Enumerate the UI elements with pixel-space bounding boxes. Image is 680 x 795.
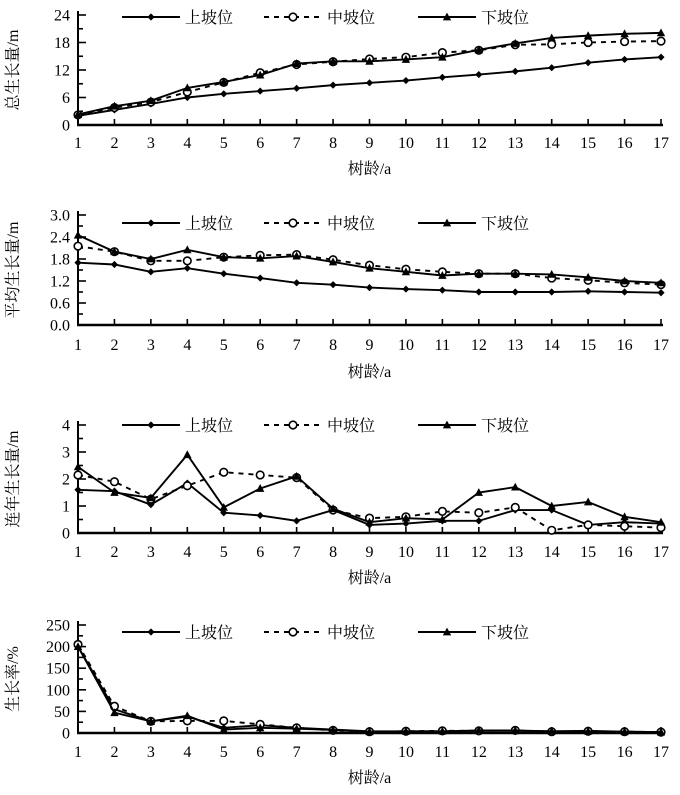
series-1-marker [621,522,629,530]
series-0-marker [621,56,628,63]
series-line-0 [78,57,661,116]
x-tick-label: 10 [397,337,414,354]
series-0-marker [548,288,555,295]
y-tick-label: 0 [62,725,70,743]
x-tick-label: 12 [470,337,487,354]
series-1-marker [511,504,519,512]
series-1-marker [584,521,592,529]
legend-diamond-icon [147,13,154,20]
legend-label-0: 上坡位 [185,418,234,435]
x-tick-label: 2 [110,135,119,152]
x-tick-label: 8 [329,744,338,761]
chart-total-growth [0,0,680,192]
x-tick-label: 13 [507,544,524,561]
series-0-marker [402,77,409,84]
chart-mean-growth [0,198,680,398]
legend-label-0: 上坡位 [185,216,234,233]
legend-label-0: 上坡位 [185,10,234,27]
x-tick-label: 2 [110,544,119,561]
legend-label-2: 下坡位 [481,418,530,435]
legend-label-2: 下坡位 [481,625,530,642]
x-tick-label: 16 [616,135,633,152]
legend-circle-icon [289,628,297,636]
x-tick-label: 8 [329,135,338,152]
x-tick-label: 8 [329,337,338,354]
chart-growth-rate [0,600,680,795]
series-0-marker [475,288,482,295]
series-2-marker [183,245,191,253]
y-tick-label: 150 [46,660,70,678]
y-tick-label: 0.6 [50,295,70,313]
x-tick-label: 15 [580,135,597,152]
x-tick-label: 9 [365,337,374,354]
x-tick-label: 14 [543,135,560,152]
series-0-marker [439,287,446,294]
series-0-marker [512,68,519,75]
series-2-marker [74,462,82,470]
series-1-marker [621,38,629,46]
x-tick-label: 1 [74,544,82,561]
y-axis-title: 连年生长量/m [5,430,22,528]
x-tick-label: 9 [365,544,374,561]
x-tick-label: 11 [434,135,451,152]
legend-circle-icon [289,421,297,429]
y-tick-label: 100 [46,682,70,700]
series-0-marker [475,517,482,524]
y-axis-title: 总生长量/m [5,29,22,111]
x-tick-label: 9 [365,135,374,152]
series-0-marker [512,288,519,295]
y-tick-label: 4 [62,417,70,435]
x-tick-label: 2 [110,337,119,354]
x-axis-title: 树龄/a [347,770,392,787]
y-axis-title: 平均生长量/m [5,221,22,319]
x-tick-label: 3 [146,135,155,152]
x-tick-label: 14 [543,544,560,561]
x-tick-label: 15 [580,544,597,561]
x-tick-label: 6 [256,744,265,761]
chart-annual-growth [0,398,680,596]
y-tick-label: 0 [62,117,70,135]
legend-circle-icon [289,13,297,21]
series-0-marker [329,281,336,288]
x-tick-label: 6 [256,135,265,152]
legend-diamond-icon [147,219,154,226]
x-tick-label: 6 [256,337,265,354]
series-0-marker [257,274,264,281]
series-0-marker [366,284,373,291]
x-tick-label: 11 [434,744,451,761]
series-1-marker [184,482,192,490]
y-tick-label: 0.0 [50,317,70,335]
series-line-2 [78,647,661,733]
legend-label-1: 中坡位 [327,216,376,233]
x-tick-label: 5 [219,337,228,354]
x-tick-label: 4 [183,135,192,152]
x-tick-label: 2 [110,744,119,761]
y-tick-label: 1.8 [50,251,70,269]
x-tick-label: 3 [146,744,155,761]
series-0-marker [439,74,446,81]
series-2-marker [183,450,191,458]
series-0-marker [293,85,300,92]
x-tick-label: 7 [292,135,301,152]
x-tick-label: 4 [183,744,192,761]
x-tick-label: 14 [543,337,560,354]
x-tick-label: 16 [616,744,633,761]
y-tick-label: 6 [62,90,70,107]
series-0-marker [111,261,118,268]
x-tick-label: 3 [146,544,155,561]
x-tick-label: 15 [580,744,597,761]
x-axis-title: 树龄/a [347,161,392,178]
x-tick-label: 12 [470,135,487,152]
series-1-marker [584,39,592,47]
legend-diamond-icon [147,628,154,635]
x-tick-label: 1 [74,744,82,761]
series-line-1 [78,41,661,115]
series-0-marker [220,270,227,277]
y-tick-label: 1.2 [50,273,70,291]
series-0-marker [257,87,264,94]
series-0-marker [329,82,336,89]
x-tick-label: 1 [74,337,82,354]
series-0-marker [657,54,664,61]
x-tick-label: 10 [397,744,414,761]
x-tick-label: 5 [219,544,228,561]
series-0-marker [366,79,373,86]
x-tick-label: 4 [183,544,192,561]
legend-diamond-icon [147,421,154,428]
y-tick-label: 250 [46,617,70,635]
series-1-marker [439,508,447,516]
series-0-marker [585,288,592,295]
series-1-marker [220,717,228,725]
series-0-marker [402,285,409,292]
x-tick-label: 12 [470,744,487,761]
x-tick-label: 1 [74,135,82,152]
x-tick-label: 10 [397,135,414,152]
x-tick-label: 10 [397,544,414,561]
x-tick-label: 17 [653,744,669,761]
y-tick-label: 12 [54,62,70,80]
y-tick-label: 50 [54,703,70,721]
series-line-2 [78,455,661,523]
series-0-marker [74,259,81,266]
series-1-marker [184,257,192,265]
series-1-marker [74,242,82,250]
x-tick-label: 5 [219,744,228,761]
series-0-marker [475,71,482,78]
y-tick-label: 3 [62,444,70,462]
y-tick-label: 24 [54,7,70,25]
y-axis-title: 生长率/% [5,646,22,712]
x-tick-label: 11 [434,544,451,561]
series-0-marker [585,59,592,66]
x-tick-label: 17 [653,135,669,152]
x-tick-label: 13 [507,337,524,354]
series-1-marker [548,41,556,49]
x-tick-label: 12 [470,544,487,561]
series-1-marker [220,468,228,476]
series-0-marker [220,90,227,97]
legend-label-1: 中坡位 [327,625,376,642]
x-tick-label: 6 [256,544,265,561]
legend-label-1: 中坡位 [327,10,376,27]
y-tick-label: 1 [62,498,70,516]
x-axis-title: 树龄/a [347,364,392,381]
series-0-marker [548,64,555,71]
x-tick-label: 5 [219,135,228,152]
x-tick-label: 3 [146,337,155,354]
series-1-marker [256,471,264,479]
series-2-marker [74,231,82,239]
x-tick-label: 7 [292,544,301,561]
x-tick-label: 9 [365,744,374,761]
x-tick-label: 16 [616,544,633,561]
x-tick-label: 7 [292,744,301,761]
x-tick-label: 14 [543,744,560,761]
x-tick-label: 15 [580,337,597,354]
x-tick-label: 16 [616,337,633,354]
series-0-marker [257,512,264,519]
legend-label-2: 下坡位 [481,10,530,27]
y-tick-label: 18 [54,35,70,52]
series-1-marker [74,471,82,479]
x-axis-title: 树龄/a [347,570,392,587]
series-1-marker [657,37,665,45]
series-1-marker [111,478,119,486]
x-tick-label: 17 [653,337,669,354]
y-tick-label: 2.4 [50,229,70,247]
series-1-marker [475,509,483,517]
y-tick-label: 3.0 [50,207,70,225]
legend-label-0: 上坡位 [185,625,234,642]
x-tick-label: 7 [292,337,301,354]
legend-label-2: 下坡位 [481,216,530,233]
y-tick-label: 0 [62,525,70,543]
series-1-marker [548,527,556,535]
series-0-marker [621,288,628,295]
legend-circle-icon [289,219,297,227]
y-tick-label: 2 [62,471,70,489]
series-0-marker [657,289,664,296]
x-tick-label: 17 [653,544,669,561]
y-tick-label: 200 [46,639,70,657]
x-tick-label: 13 [507,744,524,761]
series-0-marker [293,517,300,524]
series-0-marker [293,279,300,286]
x-tick-label: 8 [329,544,338,561]
x-tick-label: 13 [507,135,524,152]
x-tick-label: 4 [183,337,192,354]
legend-label-1: 中坡位 [327,418,376,435]
series-0-marker [184,265,191,272]
series-line-2 [78,235,661,283]
x-tick-label: 11 [434,337,451,354]
series-0-marker [147,268,154,275]
